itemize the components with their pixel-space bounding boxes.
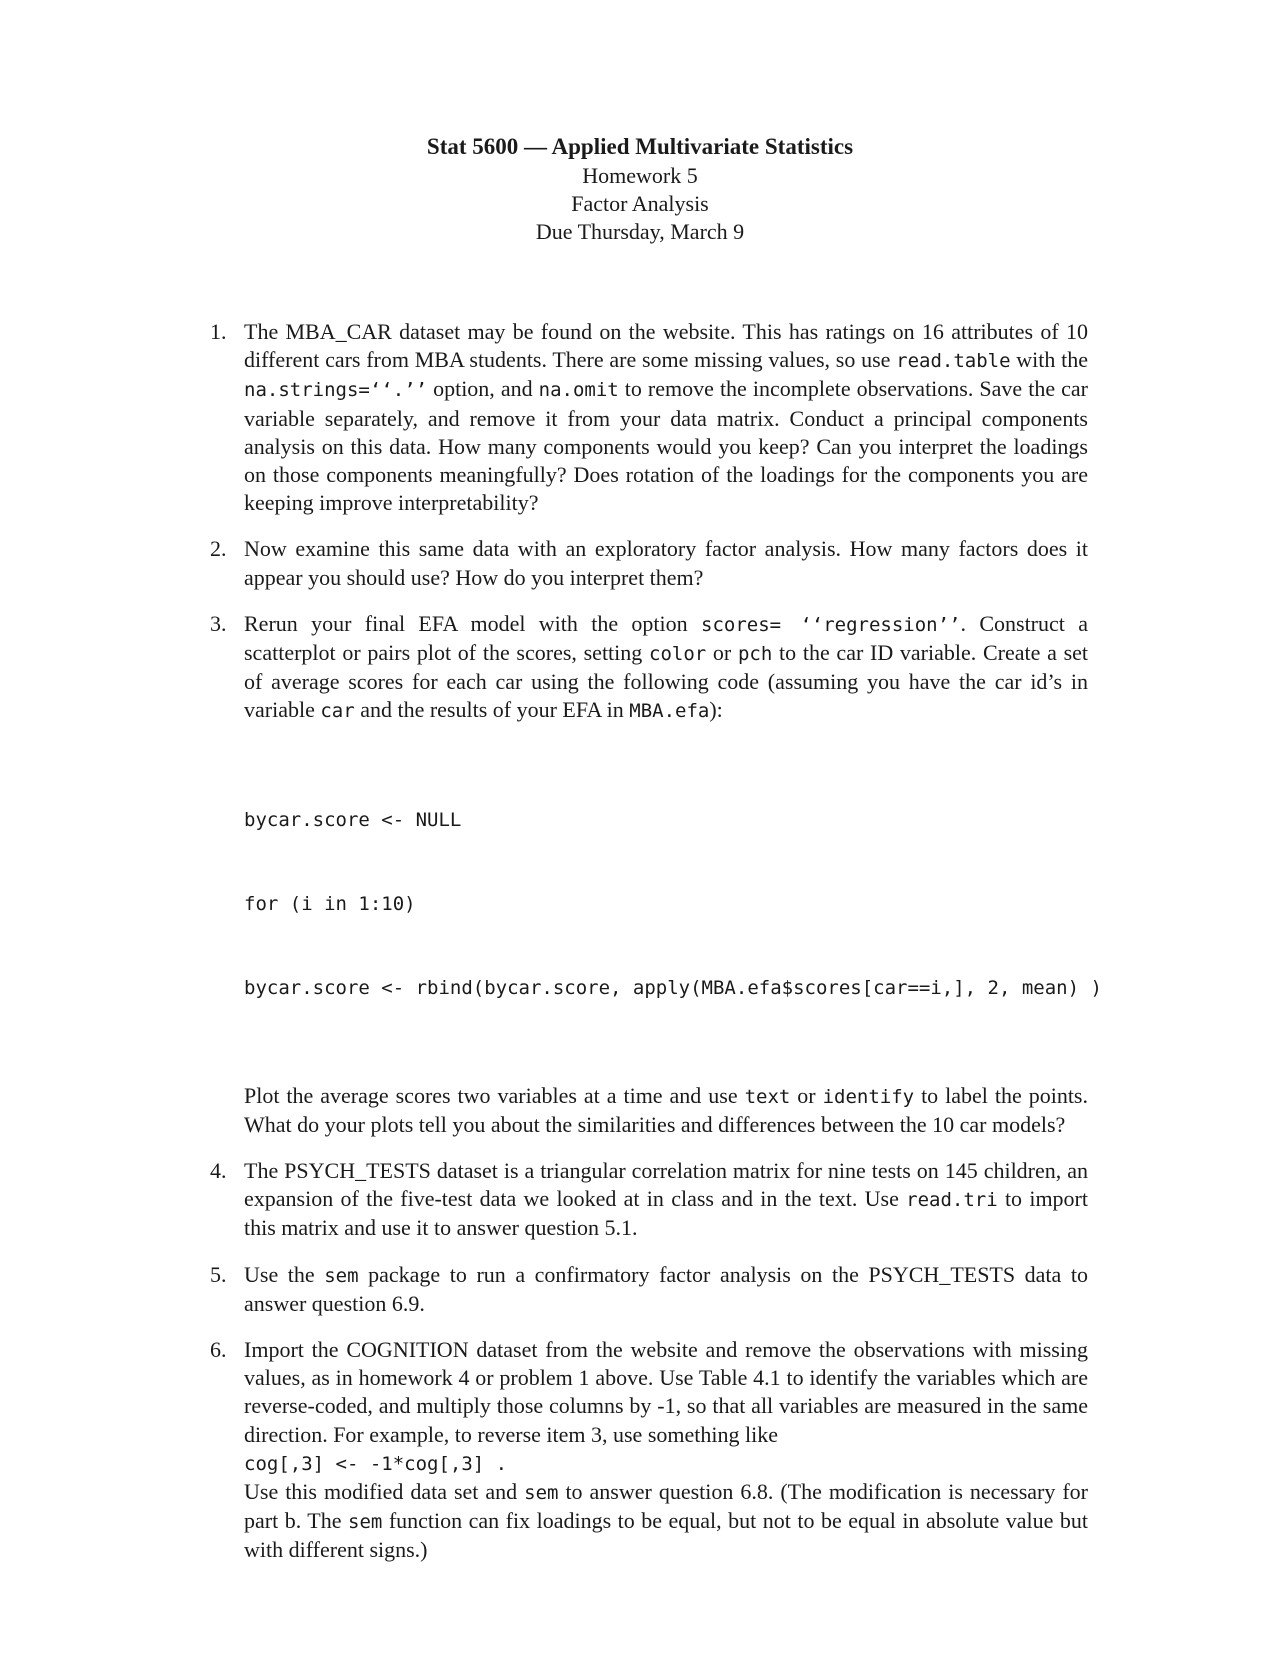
problem-number: 5. [210,1261,227,1287]
code-line [244,1449,1088,1478]
text-run: or [706,640,738,666]
due-date: Due Thursday, March 9 [535,219,745,244]
problem-6 [210,1336,1088,1565]
inline-code: sem [324,1264,359,1287]
problem-4 [210,1157,1088,1243]
text-run: Plot the average scores two variables at a time and use [244,1082,745,1108]
text-run: or [790,1082,823,1108]
text-run: Use this modified data set and [244,1479,525,1505]
course-title: Stat 5600 — Applied Multivariate Statistics [426,134,854,159]
document-header [0,132,1280,246]
homework-topic: Factor Analysis [571,191,709,216]
text-run: The MBA_CAR dataset may be found on the website. This has ratings on 16 attributes of 10 different cars from MBA students. There are some missing values, so use [244,319,1088,373]
text-run: The PSYCH_TESTS dataset is a triangular correlation matrix for nine tests on 145 children, an expansion of the five-test data we looked at in class and in the text. Use [244,1158,1088,1212]
text-run: ): [709,697,723,723]
code-line: bycar.score <- NULL [244,808,462,831]
inline-code: car [320,700,355,723]
inline-code: cog[,3] <- -1*cog[,3] . [244,1452,508,1475]
problem-5 [210,1261,1088,1318]
inline-code: MBA.efa [629,700,710,723]
text-run: to label the points. What do your plots tell you about the similarities and differences between the 10 car models? [244,1082,1088,1137]
problem-text [244,1478,1088,1565]
text-run: and the results of your EFA in [354,697,630,723]
problem-number: 2. [210,536,227,562]
problem-3 [210,610,1102,1139]
problem-text [244,318,1088,517]
inline-code: read.table [896,350,1011,373]
problem-text: Now examine this same data with an exploratory factor analysis. How many factors does it appear you should use? How do you interpret them? [244,536,1088,590]
problem-1 [210,318,1088,517]
problem-text [244,1082,1088,1139]
inline-code: sem [348,1511,383,1534]
inline-code: scores= ‘‘regression’’ [701,613,961,636]
problem-number: 6. [210,1337,227,1363]
text-run: package to run a confirmatory factor analysis on the PSYCH_TESTS data to answer question 6.9. [244,1261,1088,1316]
problem-text [244,1157,1088,1243]
inline-code: color [649,643,707,666]
code-line: bycar.score <- rbind(bycar.score, apply(MBA.efa$scores[car==i,], 2, mean) ) [244,976,1102,999]
text-run: function can fix loadings to be equal, but not to be equal in absolute value but with different signs.) [244,1508,1089,1563]
text-run: Use the [244,1261,325,1287]
inline-code: pch [737,643,773,666]
text-run: to import this matrix and use it to answer question 5.1. [244,1186,1088,1241]
text-run: . Construct a scatterplot or pairs plot of the scores, setting [244,610,1088,666]
inline-code: text [744,1085,791,1108]
problem-text [244,610,1088,726]
homework-number: Homework 5 [582,163,698,188]
problem-text: Import the COGNITION dataset from the website and remove the observations with missing values, as in homework 4 or problem 1 above. Use Table 4.1 to identify the variables which are reverse-coded, and multiply those columns by -1, so that all variables are measured in the same direction. For example, to reverse item 3, use something like [244,1337,1088,1447]
problem-2 [210,535,1088,591]
problem-number: 1. [210,319,227,344]
text-run: with the [1010,347,1088,373]
problem-number: 3. [210,610,227,636]
inline-code: identify [822,1085,915,1108]
text-run: to answer question 6.8. (The modification is necessary for part b. The [244,1479,1089,1534]
text-run: Rerun your final EFA model with the option [244,610,701,636]
inline-code: na.omit [538,379,619,402]
inline-code: na.strings=‘‘.’’ [244,379,428,402]
problem-list [210,318,1102,1583]
text-run: option, and [427,376,539,402]
problem-text [244,1261,1088,1318]
text-run: to remove the incomplete observations. Save the car variable separately, and remove it from your data matrix. Conduct a principal components analysis on this data. How many components would you keep? Can you interpret the loadings on those components meaningfully? Does rotation of the loadings for the components you are keeping improve interpretability? [244,376,1088,516]
code-block [244,750,1102,1058]
code-line: for (i in 1:10) [244,892,416,915]
problem-number: 4. [210,1158,227,1184]
inline-code: sem [524,1482,559,1505]
text-run: to the car ID variable. Create a set of average scores for each car using the following code (assuming you have the car id’s in variable [244,640,1089,723]
inline-code: read.tri [906,1189,998,1212]
